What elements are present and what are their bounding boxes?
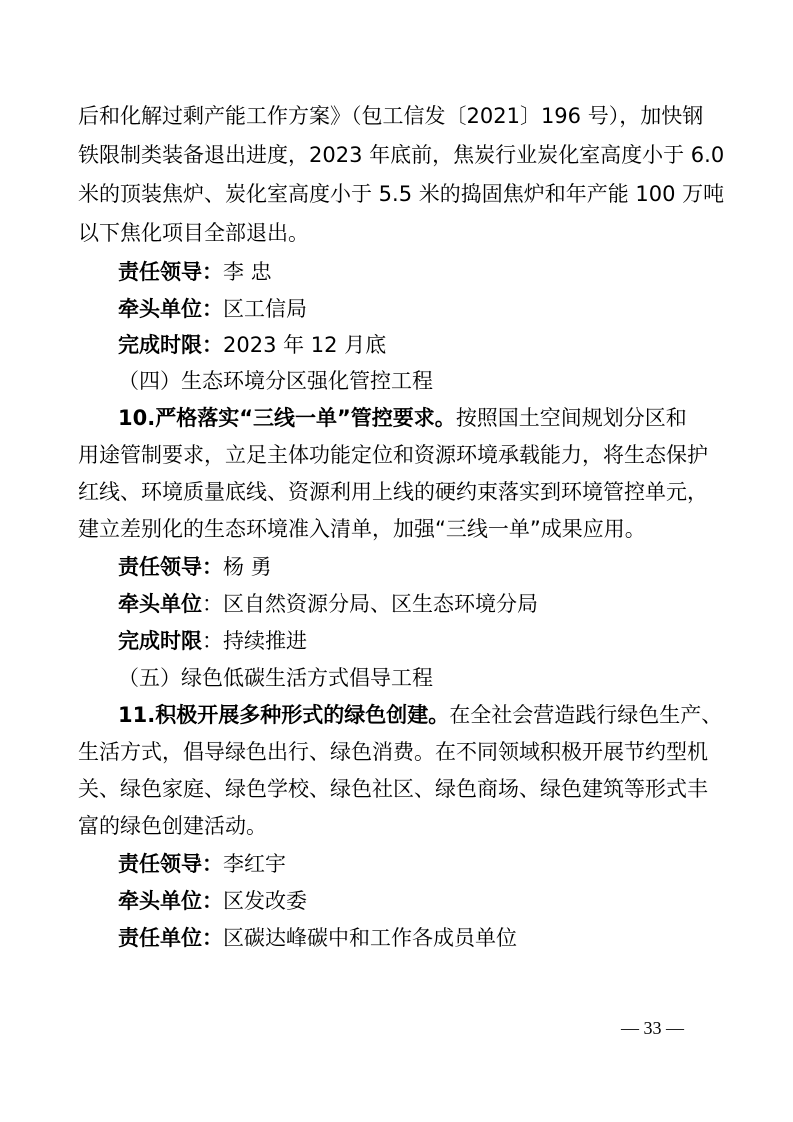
block2-deadline [118,626,307,656]
intro-line-3: 米的顶装焦炉、炭化室高度小于 5.5 米的捣固焦炉和年产能 100 万吨 [78,182,725,206]
deadline-value: ：持续推进 [202,629,307,653]
intro-line-1: 后和化解过剩产能工作方案》（包工信发〔2021〕196 号），加快钢 [78,104,704,128]
deadline-value: 2023 年 12 月底 [223,333,387,357]
item11-line1-rest: 在全社会营造践行绿色生产、 [449,703,723,727]
block1-deadline [118,330,386,360]
item11-line-4: 富的绿色创建活动。 [78,814,267,838]
leader-label: 责任领导： [118,555,223,579]
item10-line-3: 红线、环境质量底线、资源利用上线的硬约束落实到环境管控单元， [78,480,708,504]
page-number: — 33 — [621,1018,684,1038]
lead-unit-label: 牵头单位 [118,592,202,616]
block3-lead-unit [118,886,307,916]
block2-leader [118,552,272,582]
section-heading-5: （五）绿色低碳生活方式倡导工程 [118,666,433,690]
leader-value: 李 忠 [223,260,272,284]
lead-unit-value: 区工信局 [223,297,307,321]
leader-value: 李红宇 [223,852,286,876]
deadline-label: 完成时限： [118,333,223,357]
item10-title: 10.严格落实“三线一单”管控要求。 [118,406,456,430]
item10-line1-rest: 按照国土空间规划分区和 [455,406,687,430]
item11-title: 11.积极开展多种形式的绿色创建。 [118,703,450,727]
item11-line-3: 关、绿色家庭、绿色学校、绿色社区、绿色商场、绿色建筑等形式丰 [78,777,708,801]
item10-line-2: 用途管制要求，立足主体功能定位和资源环境承载能力，将生态保护 [78,443,708,467]
lead-unit-label: 牵头单位： [118,889,223,913]
block1-leader [118,257,272,287]
deadline-label: 完成时限 [118,629,202,653]
leader-value: 杨 勇 [223,555,272,579]
resp-unit-label: 责任单位： [118,926,223,950]
block3-leader [118,849,286,879]
item10-line-4: 建立差别化的生态环境准入清单，加强“三线一单”成果应用。 [78,517,646,541]
lead-unit-value: ：区自然资源分局、区生态环境分局 [202,592,538,616]
leader-label: 责任领导： [118,260,223,284]
resp-unit-value: 区碳达峰碳中和工作各成员单位 [223,926,517,950]
intro-line-4: 以下焦化项目全部退出。 [78,221,309,245]
intro-line-2: 铁限制类装备退出进度，2023 年底前，焦炭行业炭化室高度小于 6.0 [78,143,725,167]
section-heading-4: （四）生态环境分区强化管控工程 [118,369,433,393]
lead-unit-value: 区发改委 [223,889,307,913]
item11-line-2: 生活方式，倡导绿色出行、绿色消费。在不同领域积极开展节约型机 [78,740,708,764]
item11-line-1 [118,700,722,730]
block2-lead-unit [118,589,538,619]
block3-resp-unit [118,923,517,953]
item10-line-1 [118,403,687,433]
leader-label: 责任领导： [118,852,223,876]
lead-unit-label: 牵头单位： [118,297,223,321]
block1-lead-unit [118,294,307,324]
